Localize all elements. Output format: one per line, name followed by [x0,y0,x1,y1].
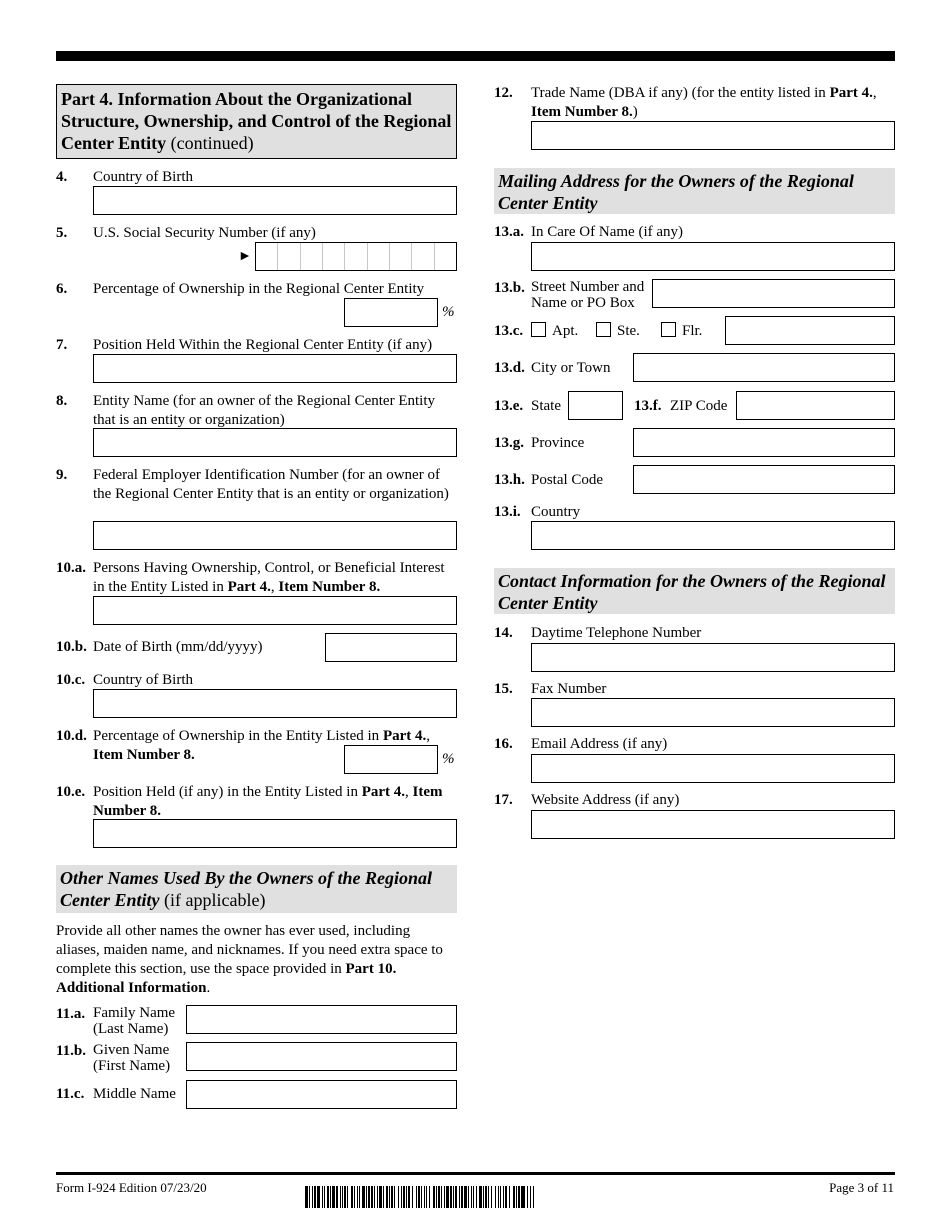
item-13h-number: 13.h. [494,472,525,488]
unit-number-field[interactable] [725,316,895,345]
item-13f-number: 13.f. [634,398,662,414]
item-13e-number: 13.e. [494,398,524,414]
item-14-number: 14. [494,625,513,641]
item-13e-label: State [531,398,561,414]
item-5-label: U.S. Social Security Number (if any) [93,225,316,241]
item-10d-label: Percentage of Ownership in the Entity Listed in Part 4., Item Number 8. [93,728,431,763]
ste-label: Ste. [617,323,640,339]
item-14-label: Daytime Telephone Number [531,625,702,641]
flr-label: Flr. [682,323,703,339]
item-6-label: Percentage of Ownership in the Regional Center Entity [93,281,425,297]
item-15-label: Fax Number [531,681,607,697]
item-15-number: 15. [494,681,513,697]
barcode-image [305,1186,711,1208]
middle-name-field[interactable] [186,1080,457,1109]
part4-title: Part 4. Information About the Organizational Structure, Ownership, and Control of the Regional Center Entity [61,89,452,153]
item-10e-label: Position Held (if any) in the Entity Listed in Part 4., Item Number 8. [93,784,443,819]
top-rule [56,51,895,61]
website-field[interactable] [531,810,895,839]
item-13g-number: 13.g. [494,435,524,451]
flr-checkbox[interactable] [661,322,676,337]
item-4-label: Country of Birth [93,169,193,185]
item-17-number: 17. [494,792,513,808]
position-held-field[interactable] [93,354,457,383]
entity-position-held-field[interactable] [93,819,457,848]
item-12-number: 12. [494,85,513,101]
other-names-header [56,865,457,913]
item-11a-label: Family Name (Last Name) [93,1005,176,1037]
trade-name-field[interactable] [531,121,895,150]
ssn-field[interactable] [255,242,457,271]
item-13c-number: 13.c. [494,323,524,339]
item-13d-number: 13.d. [494,360,525,376]
form-edition: Form I-924 Edition 07/23/20 [56,1180,207,1195]
ownership-percentage-field[interactable] [344,298,438,327]
bottom-rule [56,1172,895,1175]
country-field[interactable] [531,521,895,550]
item-11a-number: 11.a. [56,1006,86,1022]
other-names-title: Other Names Used By the Owners of the Regional Center Entity [60,868,433,910]
mailing-address-title: Mailing Address for the Owners of the Regional Center Entity [498,171,854,213]
street-field[interactable] [652,279,895,308]
given-name-field[interactable] [186,1042,457,1071]
ssn-arrow-icon: ► [238,249,252,264]
item-12-label: Trade Name (DBA if any) (for the entity listed in Part 4., Item Number 8.) [531,85,877,120]
item-8-label: Entity Name (for an owner of the Regional Center Entity that is an entity or organization) [93,393,435,428]
item-7-number: 7. [56,337,68,353]
item-10b-number: 10.b. [56,639,87,655]
mailing-address-header [494,168,895,214]
entity-name-field[interactable] [93,428,457,457]
apt-label: Apt. [552,323,579,339]
item-13g-label: Province [531,435,585,451]
entity-ownership-percentage-field[interactable] [344,745,438,774]
persons-ownership-field[interactable] [93,596,457,625]
item-10c-number: 10.c. [56,672,86,688]
item-9-label: Federal Employer Identification Number (for an owner of the Regional Center Entity that is an entity or organization) [93,467,449,502]
page-number: Page 3 of 11 [829,1180,894,1195]
item-13h-label: Postal Code [531,472,604,488]
apt-checkbox[interactable] [531,322,546,337]
country-of-birth-field[interactable] [93,186,457,215]
part4-header [56,84,457,159]
item-13i-number: 13.i. [494,504,521,520]
item-13d-label: City or Town [531,360,611,376]
item-10e-number: 10.e. [56,784,86,800]
item-11c-label: Middle Name [93,1086,176,1102]
percent-sign: % [442,751,455,767]
item-11b-number: 11.b. [56,1043,87,1059]
contact-info-header [494,568,895,614]
item-13a-number: 13.a. [494,224,524,240]
item-11c-number: 11.c. [56,1086,85,1102]
item-16-number: 16. [494,736,513,752]
item-5-number: 5. [56,225,68,241]
daytime-phone-field[interactable] [531,643,895,672]
other-names-applicable: (if applicable) [164,890,266,910]
item-10a-label: Persons Having Ownership, Control, or Beneficial Interest in the Entity Listed in Part 4., Item Number 8. [93,560,445,595]
part4-continued: (continued) [170,133,254,153]
item-10c-label: Country of Birth [93,672,193,688]
item-9-number: 9. [56,467,68,483]
ste-checkbox[interactable] [596,322,611,337]
in-care-of-field[interactable] [531,242,895,271]
other-names-instructions: Provide all other names the owner has ever used, including aliases, maiden name, and nicknames. If you need extra space to complete this section, use the space provided in Part 10. Additional Information. [56,923,443,996]
item-4-number: 4. [56,169,68,185]
item-13f-label: ZIP Code [670,398,728,414]
item-11b-label: Given Name (First Name) [93,1042,171,1074]
item-10b-label: Date of Birth (mm/dd/yyyy) [93,639,263,655]
item-13i-label: Country [531,504,581,520]
percent-sign: % [442,304,455,320]
item-13b-label: Street Number and Name or PO Box [531,279,645,311]
item-6-number: 6. [56,281,68,297]
date-of-birth-field[interactable] [325,633,457,662]
item-17-label: Website Address (if any) [531,792,680,808]
zip-code-field[interactable] [736,391,895,420]
contact-info-title: Contact Information for the Owners of the Regional Center Entity [498,571,886,613]
state-field[interactable] [568,391,623,420]
postal-code-field[interactable] [633,465,895,494]
item-10d-number: 10.d. [56,728,87,744]
fax-field[interactable] [531,698,895,727]
family-name-field[interactable] [186,1005,457,1034]
item-16-label: Email Address (if any) [531,736,668,752]
fein-field[interactable] [93,521,457,550]
item-13b-number: 13.b. [494,280,525,296]
item-10a-number: 10.a. [56,560,86,576]
email-field[interactable] [531,754,895,783]
entity-person-country-of-birth-field[interactable] [93,689,457,718]
province-field[interactable] [633,428,895,457]
item-13a-label: In Care Of Name (if any) [531,224,684,240]
city-field[interactable] [633,353,895,382]
item-7-label: Position Held Within the Regional Center Entity (if any) [93,337,433,353]
item-8-number: 8. [56,393,68,409]
